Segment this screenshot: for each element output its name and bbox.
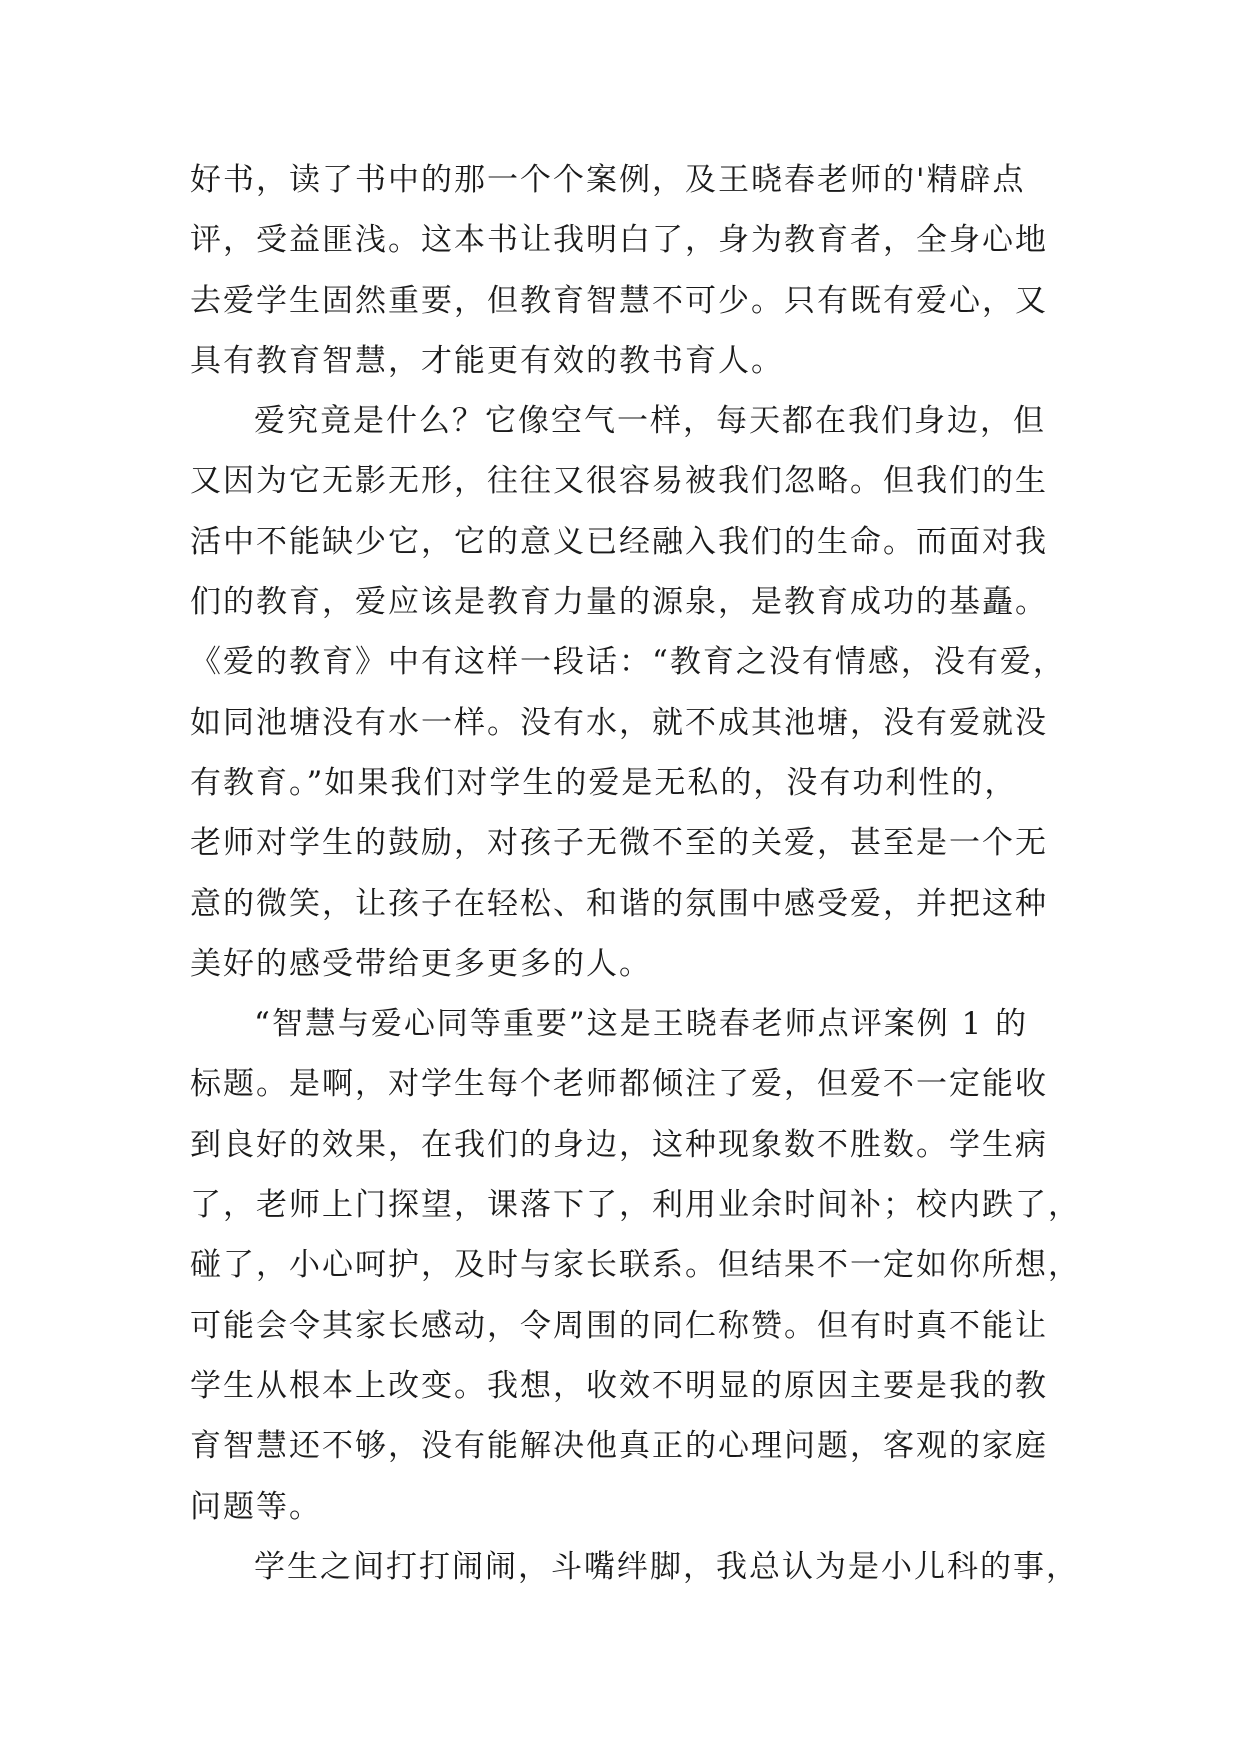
text-line: 可能会令其家长感动，令周围的同仁称赞。但有时真不能让 (190, 1307, 1048, 1344)
text-line: 具有教育智慧，才能更有效的教书育人。 (190, 342, 784, 379)
text-line: 活中不能缺少它，它的意义已经融入我们的生命。而面对我 (190, 523, 1048, 560)
text-line: 去爱学生固然重要，但教育智慧不可少。只有既有爱心，又 (190, 282, 1048, 319)
paragraph (190, 391, 1070, 994)
text-line: 学生从根本上改变。我想，收效不明显的原因主要是我的教 (190, 1367, 1048, 1404)
text-line: 问题等。 (190, 1488, 322, 1525)
text-line: 了，老师上门探望，课落下了，利用业余时间补；校内跌了， (190, 1187, 1081, 1224)
text-line: 到良好的效果，在我们的身边，这种现象数不胜数。学生病 (190, 1126, 1048, 1163)
paragraph (190, 150, 1070, 391)
text-line: 好书，读了书中的那一个个案例，及王晓春老师的'精辟点 (190, 162, 1026, 198)
text-line: 标题。是啊，对学生每个老师都倾注了爱，但爱不一定能收 (190, 1066, 1048, 1103)
text-line: 《爱的教育》中有这样一段话：“教育之没有情感，没有爱， (190, 644, 1066, 681)
text-line: 老师对学生的鼓励，对孩子无微不至的关爱，甚至是一个无 (190, 825, 1048, 862)
paragraph (190, 1537, 1079, 1597)
body-text (190, 150, 1081, 1597)
text-line: 如同池塘没有水一样。没有水，就不成其池塘，没有爱就没 (190, 704, 1048, 741)
text-line: “智慧与爱心同等重要”这是王晓春老师点评案例 1 的 (254, 1006, 1029, 1043)
text-line: 育智慧还不够，没有能解决他真正的心理问题，客观的家庭 (190, 1428, 1048, 1465)
text-line: 又因为它无影无形，往往又很容易被我们忽略。但我们的生 (190, 463, 1048, 500)
text-line: 有教育。”如果我们对学生的爱是无私的，没有功利性的， (190, 764, 1018, 801)
text-line: 爱究竟是什么？它像空气一样，每天都在我们身边，但 (254, 403, 1046, 440)
paragraph (190, 994, 1081, 1537)
text-line: 美好的感受带给更多更多的人。 (190, 945, 652, 982)
text-line: 意的微笑，让孩子在轻松、和谐的氛围中感受爱，并把这种 (190, 885, 1048, 922)
text-line: 们的教育，爱应该是教育力量的源泉，是教育成功的基矗。 (190, 584, 1048, 621)
text-line: 评，受益匪浅。这本书让我明白了，身为教育者，全身心地 (190, 222, 1048, 259)
text-line: 学生之间打打闹闹，斗嘴绊脚，我总认为是小儿科的事， (254, 1548, 1079, 1585)
text-line: 碰了，小心呵护，及时与家长联系。但结果不一定如你所想， (190, 1247, 1081, 1284)
